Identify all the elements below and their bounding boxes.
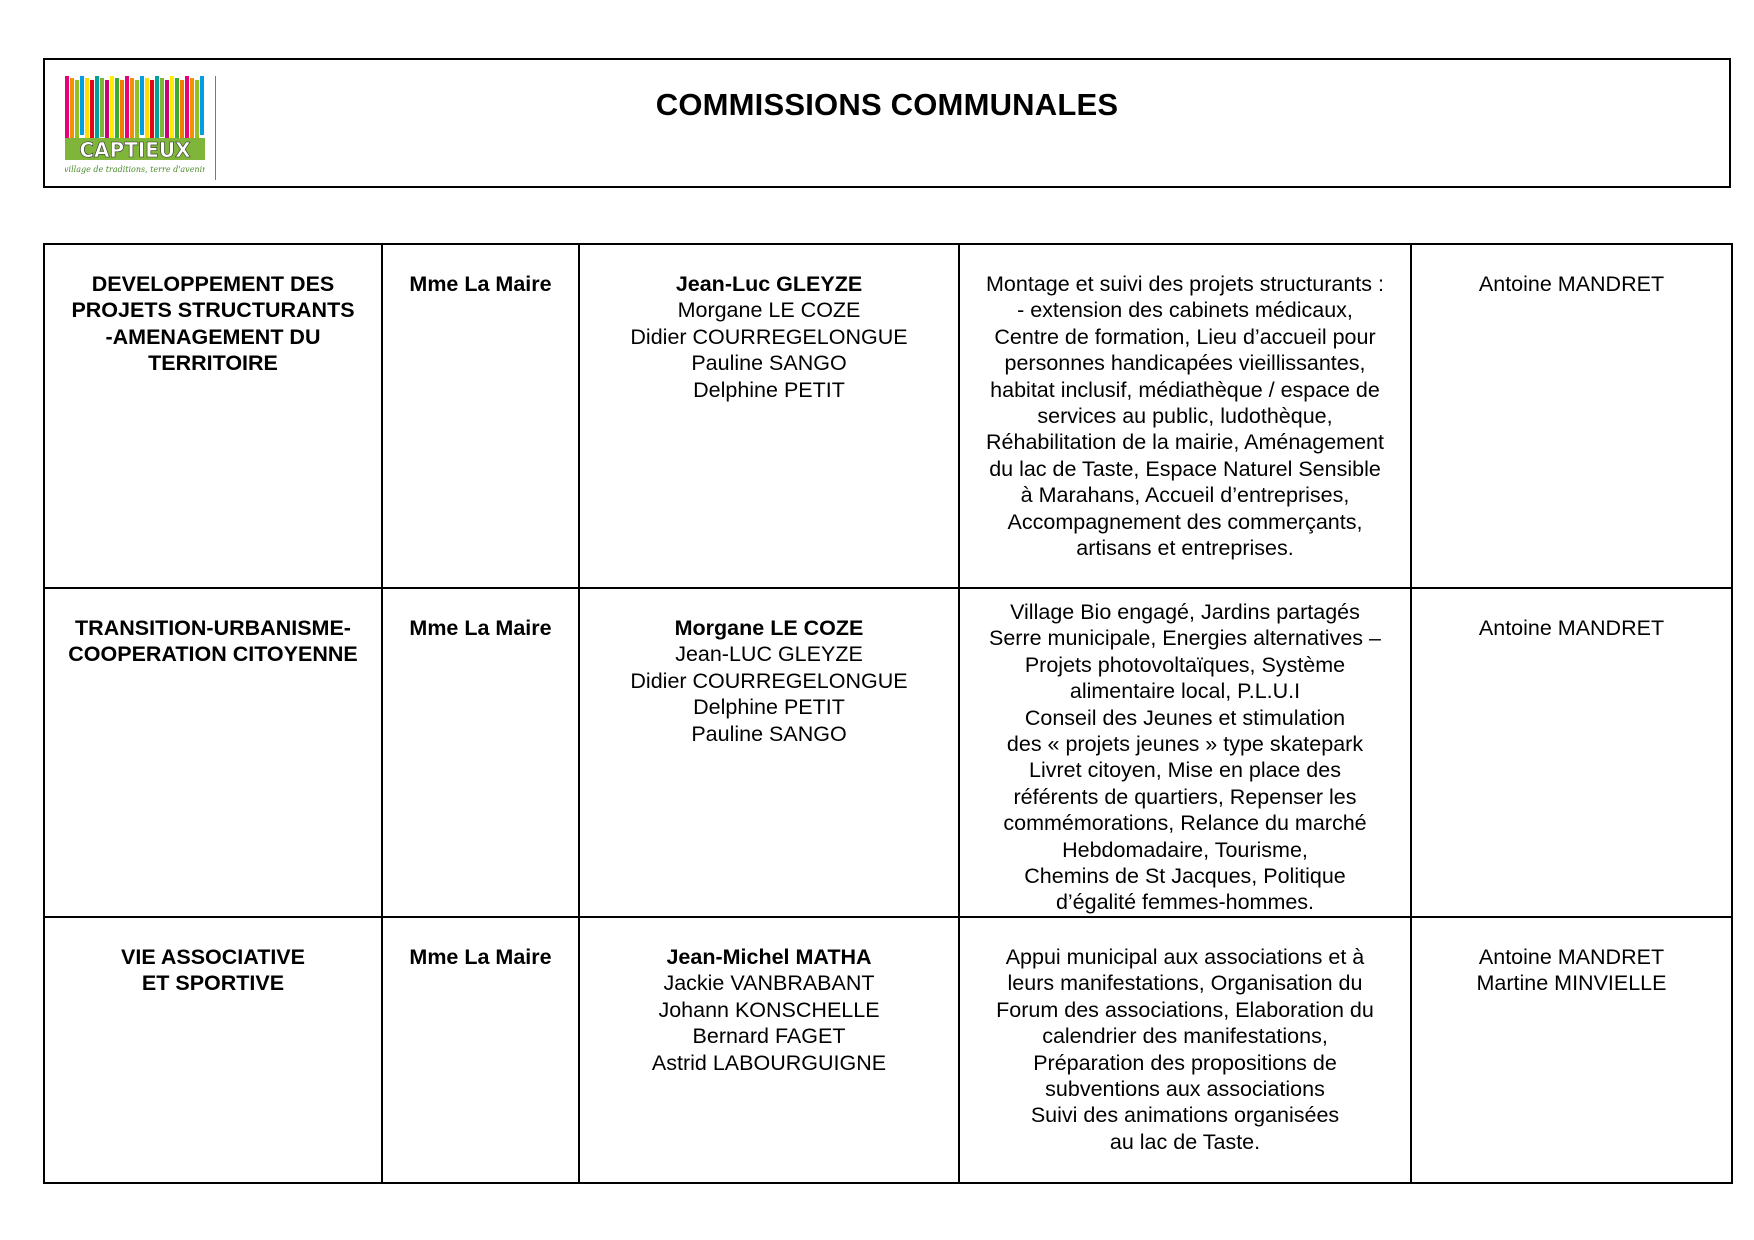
description-line: des « projets jeunes » type skatepark: [1006, 732, 1364, 757]
member-name: Didier COURREGELONGUE: [630, 668, 908, 693]
table-row: [44, 588, 1732, 917]
document-header: [43, 58, 1731, 188]
external-member-name: Antoine MANDRET: [1478, 944, 1665, 969]
description-line: services au public, ludothèque,: [1037, 404, 1333, 429]
description-line: Hebdomadaire, Tourisme,: [1062, 837, 1308, 862]
description-cell: [959, 244, 1411, 588]
commission-name-line: TRANSITION-URBANISME-: [75, 616, 351, 640]
president-name: Mme La Maire: [409, 944, 552, 969]
member-name: Jean-LUC GLEYZE: [675, 642, 863, 667]
description-line: - extension des cabinets médicaux,: [1017, 298, 1353, 323]
member-name: Bernard FAGET: [692, 1024, 846, 1049]
commissions-table: [43, 243, 1733, 1184]
description-line: Appui municipal aux associations et à: [1005, 944, 1365, 969]
president-cell: [382, 917, 579, 1183]
external-member-name: Martine MINVIELLE: [1476, 971, 1667, 996]
members-cell: [579, 588, 959, 917]
members-cell: [579, 244, 959, 588]
description-line: Livret citoyen, Mise en place des: [1029, 758, 1341, 783]
commission-name-line: COOPERATION CITOYENNE: [68, 642, 358, 667]
commission-name-line: TERRITOIRE: [148, 351, 278, 376]
description-line: référents de quartiers, Repenser les: [1013, 784, 1357, 809]
table-row: [44, 917, 1732, 1183]
description-line: à Marahans, Accueil d’entreprises,: [1020, 483, 1350, 508]
external-members-cell: [1411, 244, 1732, 588]
external-members-cell: [1411, 588, 1732, 917]
member-name: Delphine PETIT: [693, 377, 845, 402]
logo-wordmark: CAPTIEUX: [79, 138, 191, 162]
president-name: Mme La Maire: [409, 272, 552, 296]
member-name: Johann KONSCHELLE: [658, 997, 880, 1022]
description-line: d’égalité femmes-hommes.: [1055, 890, 1315, 915]
description-line: commémorations, Relance du marché: [1003, 811, 1367, 836]
commission-name-line: PROJETS STRUCTURANTS: [71, 298, 355, 323]
description-line: alimentaire local, P.L.U.I: [1069, 679, 1301, 704]
description-cell: [959, 917, 1411, 1183]
description-line: Montage et suivi des projets structurants :: [986, 272, 1384, 296]
president-cell: [382, 244, 579, 588]
commission-name-cell: [44, 588, 382, 917]
logo-tagline: village de traditions, terre d'avenir: [65, 165, 205, 174]
member-name: Pauline SANGO: [691, 351, 847, 376]
member-name: Morgane LE COZE: [677, 298, 861, 323]
description-line: Centre de formation, Lieu d’accueil pour: [994, 324, 1376, 349]
president-name: Mme La Maire: [409, 616, 552, 640]
description-line: Préparation des propositions de: [1033, 1050, 1337, 1075]
commission-name-line: DEVELOPPEMENT DES: [91, 272, 335, 296]
vice-president-name: Jean-Luc GLEYZE: [675, 272, 863, 296]
description-line: Village Bio engagé, Jardins partagés: [1010, 600, 1360, 624]
member-name: Didier COURREGELONGUE: [630, 324, 908, 349]
vice-president-name: Morgane LE COZE: [674, 616, 864, 640]
description-line: Accompagnement des commerçants,: [1007, 509, 1363, 534]
commission-name-line: ET SPORTIVE: [141, 971, 285, 996]
external-member-name: Antoine MANDRET: [1478, 616, 1665, 640]
description-line: habitat inclusif, médiathèque / espace de: [990, 377, 1380, 402]
description-line: calendrier des manifestations,: [1042, 1024, 1328, 1049]
member-name: Astrid LABOURGUIGNE: [651, 1050, 887, 1075]
description-line: du lac de Taste, Espace Naturel Sensible: [989, 456, 1381, 481]
commission-name-line: -AMENAGEMENT DU: [105, 324, 321, 349]
description-line: Forum des associations, Elaboration du: [996, 997, 1374, 1022]
description-line: Réhabilitation de la mairie, Aménagement: [986, 430, 1384, 455]
description-line: au lac de Taste.: [1109, 1129, 1261, 1154]
member-name: Jackie VANBRABANT: [663, 971, 875, 996]
commission-name-line: VIE ASSOCIATIVE: [121, 944, 305, 969]
member-name: Pauline SANGO: [691, 721, 847, 746]
description-line: personnes handicapées vieillissantes,: [1004, 351, 1366, 376]
description-line: Serre municipale, Energies alternatives –: [989, 626, 1381, 651]
description-line: subventions aux associations: [1045, 1076, 1325, 1101]
description-cell: [959, 588, 1411, 917]
vice-president-name: Jean-Michel MATHA: [666, 944, 872, 969]
commission-name-cell: [44, 244, 382, 588]
table-row: [44, 244, 1732, 588]
external-members-cell: [1411, 917, 1732, 1183]
external-member-name: Antoine MANDRET: [1478, 272, 1665, 296]
description-line: Projets photovoltaïques, Système: [1024, 652, 1346, 677]
president-cell: [382, 588, 579, 917]
page-title: COMMISSIONS COMMUNALES: [655, 87, 1119, 122]
description-line: Conseil des Jeunes et stimulation: [1024, 705, 1346, 730]
description-line: artisans et entreprises.: [1076, 536, 1294, 561]
member-name: Delphine PETIT: [693, 695, 845, 720]
members-cell: [579, 917, 959, 1183]
description-line: Suivi des animations organisées: [1030, 1103, 1340, 1128]
commission-name-cell: [44, 917, 382, 1183]
description-line: leurs manifestations, Organisation du: [1007, 971, 1363, 996]
description-line: Chemins de St Jacques, Politique: [1024, 864, 1346, 889]
commissions-table-body: [44, 244, 1732, 1183]
